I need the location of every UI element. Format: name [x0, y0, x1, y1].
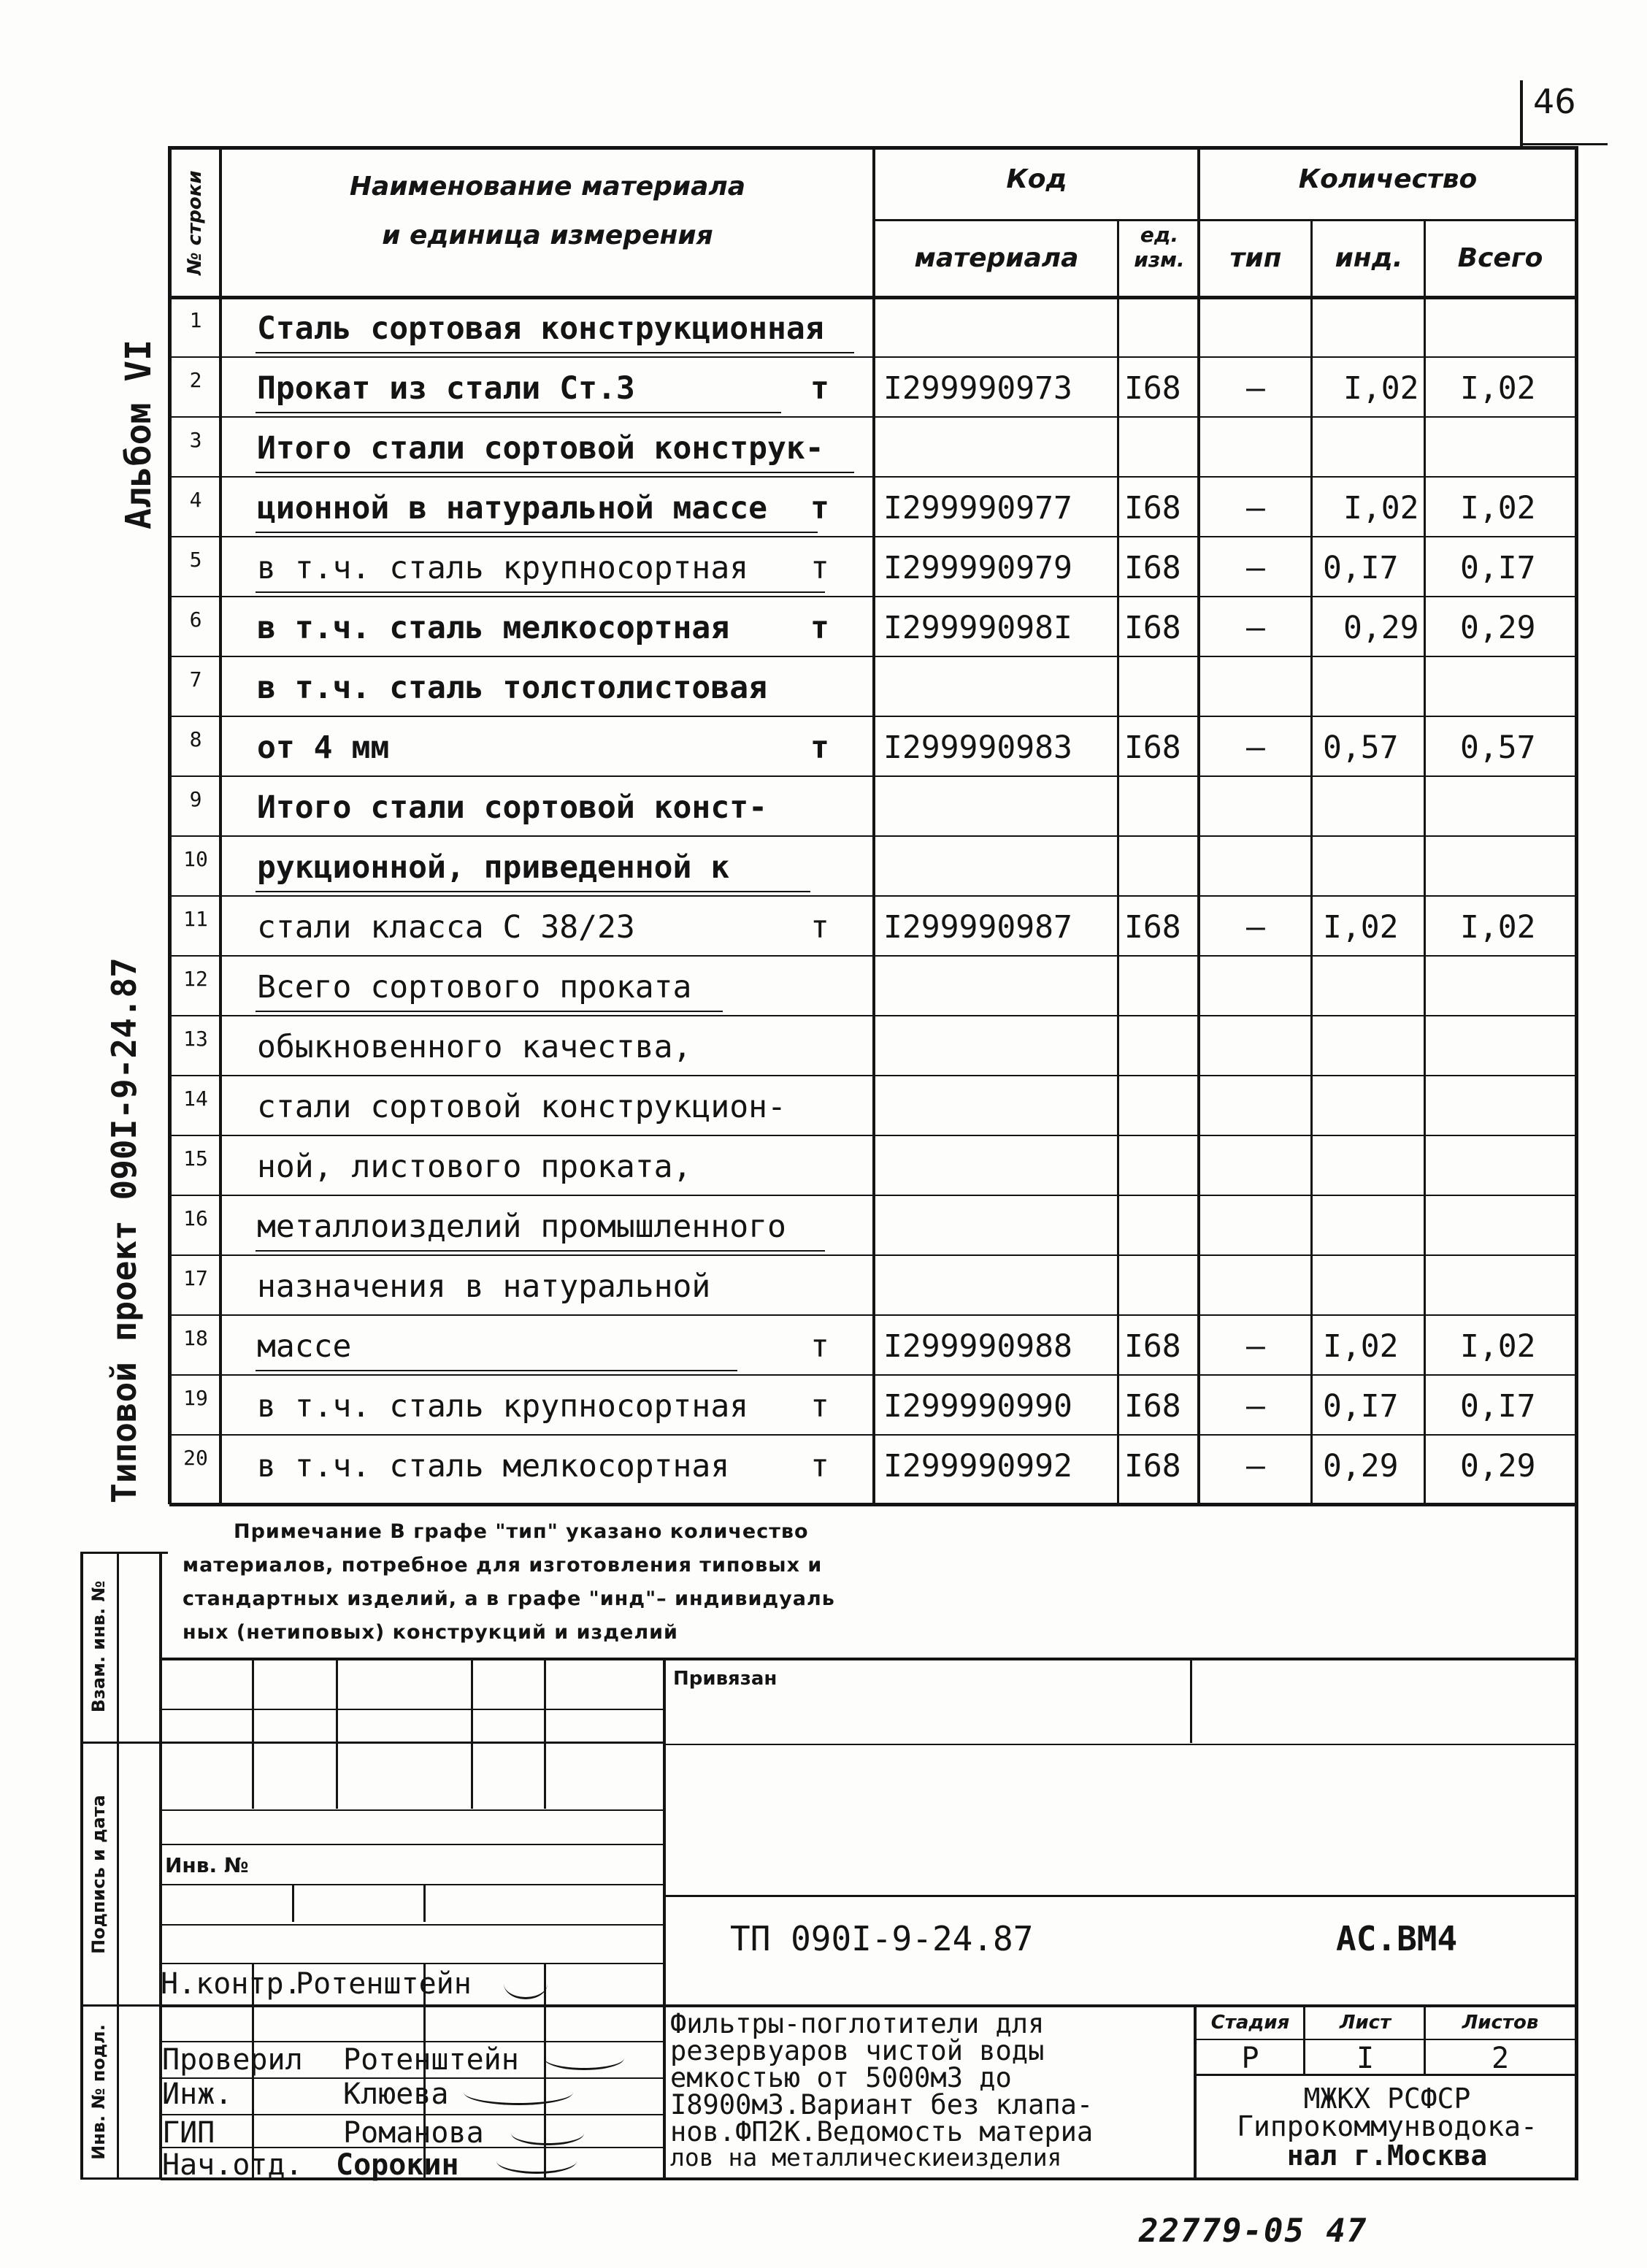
row-unit: т: [810, 1448, 829, 1484]
margin-line: [80, 2004, 168, 2007]
note-line-3: стандартных изделий, а в графе "инд"– индивидуаль: [183, 1587, 835, 1610]
row-unit-code: I68: [1124, 1328, 1181, 1365]
stamp-n-kontr: Н.контр.: [161, 1967, 302, 2001]
row-total: I,02: [1460, 909, 1536, 946]
row-type: –: [1246, 1388, 1265, 1425]
row-total: 0,I7: [1460, 550, 1536, 586]
row-name: Итого стали сортовой конструк-: [257, 430, 824, 467]
row-number: 8: [189, 727, 202, 751]
header-row-number: № строки: [184, 170, 206, 275]
row-unit-code: I68: [1124, 490, 1181, 526]
header-quantity: Количество: [1298, 164, 1478, 194]
row-name: Сталь сортовая конструкционная: [257, 310, 824, 347]
margin-line: [80, 1552, 83, 2180]
row-number: 3: [189, 428, 202, 452]
text-underline: [256, 891, 810, 892]
row-name: Всего сортового проката: [257, 969, 692, 1005]
text-underline: [256, 591, 825, 593]
sheet-value: I: [1356, 2042, 1375, 2075]
row-unit: т: [810, 909, 829, 946]
header-ind: инд.: [1335, 243, 1403, 273]
row-ind: 0,57: [1323, 729, 1399, 766]
row-total: 0,57: [1460, 729, 1536, 766]
margin-line: [117, 1552, 119, 2180]
row-unit: т: [810, 1328, 829, 1365]
row-name: стали класса С 38/23: [257, 909, 635, 946]
row-name: обыкновенного качества,: [257, 1029, 692, 1065]
text-underline: [256, 1250, 825, 1252]
row-number: 6: [189, 608, 202, 632]
album-label: Альбом VI: [118, 339, 159, 529]
row-number: 14: [183, 1087, 208, 1111]
stage-label: Стадия: [1210, 2012, 1290, 2034]
header-total: Всего: [1457, 243, 1543, 273]
stamp-n-kontr-name: Ротенштейн: [296, 1967, 472, 2001]
stamp-nach-otd-name: Сорокин: [336, 2148, 459, 2182]
margin-vzam: Взам. инв. №: [88, 1580, 109, 1713]
row-number: 19: [183, 1386, 208, 1410]
note-line-2: материалов, потребное для изготовления типовых и: [183, 1554, 823, 1577]
row-type: –: [1246, 1448, 1265, 1484]
row-code: I299990987: [883, 909, 1072, 946]
row-name: в т.ч. сталь крупносортная: [257, 550, 749, 586]
row-number: 10: [183, 847, 208, 871]
row-ind: 0,29: [1323, 1448, 1399, 1484]
signature-nach-otd: [496, 2148, 577, 2174]
row-number: 15: [183, 1146, 208, 1171]
archive-number: 22779-05 47: [1139, 2213, 1368, 2250]
row-total: I,02: [1460, 370, 1536, 407]
stamp-proveril-name: Ротенштейн: [343, 2043, 519, 2077]
row-number: 2: [189, 368, 202, 392]
doc-title-4: I8900м3.Вариант без клапа-: [670, 2089, 1094, 2120]
text-underline: [256, 1370, 737, 1371]
row-name: в т.ч. сталь толстолистовая: [257, 670, 767, 706]
row-total: I,02: [1460, 490, 1536, 526]
header-name-unit: и единица измерения: [382, 221, 713, 250]
row-name: рукционной, приведенной к: [257, 849, 730, 886]
stamp-inv-no: Инв. №: [165, 1853, 249, 1877]
row-unit-code: I68: [1124, 1448, 1181, 1484]
row-name: стали сортовой конструкцион-: [257, 1089, 786, 1125]
page-number-rule: [1520, 80, 1523, 150]
row-type: –: [1246, 1328, 1265, 1365]
row-name: Прокат из стали Ст.3: [257, 370, 635, 407]
row-unit: т: [810, 370, 829, 407]
row-total: 0,29: [1460, 1448, 1536, 1484]
row-number: 12: [183, 967, 208, 991]
header-code-unit: ед. изм.: [1134, 223, 1185, 272]
sheets-value: 2: [1491, 2042, 1510, 2075]
row-name: ционной в натуральной массе: [257, 490, 767, 526]
row-name: металлоизделий промышленного: [257, 1208, 786, 1245]
text-underline: [256, 412, 781, 413]
signature-gip: [511, 2121, 584, 2145]
row-unit-code: I68: [1124, 370, 1181, 407]
row-ind: I,02: [1323, 1328, 1399, 1365]
row-unit: т: [810, 550, 829, 586]
row-ind: 0,I7: [1323, 550, 1399, 586]
row-type: –: [1246, 729, 1265, 766]
row-code: I299990973: [883, 370, 1072, 407]
margin-podpis: Подпись и дата: [88, 1795, 109, 1954]
page-number: 46: [1533, 82, 1576, 121]
row-type: –: [1246, 490, 1265, 526]
row-number: 18: [183, 1326, 208, 1350]
row-name: в т.ч. сталь мелкосортная: [257, 1448, 730, 1484]
sheets-label: Листов: [1462, 2012, 1539, 2034]
text-underline: [256, 1011, 723, 1012]
row-code: I29999098I: [883, 610, 1072, 646]
header-type: тип: [1229, 243, 1282, 273]
signature-proveril: [544, 2046, 624, 2070]
row-ind: I,02: [1343, 370, 1419, 407]
header-name: Наименование материала: [349, 172, 746, 202]
row-code: I299990983: [883, 729, 1072, 766]
row-number: 9: [189, 787, 202, 811]
text-underline: [256, 472, 854, 473]
row-name: от 4 мм: [257, 729, 390, 766]
row-number: 20: [183, 1446, 208, 1470]
row-number: 5: [189, 548, 202, 572]
row-unit: т: [810, 490, 829, 526]
row-number: 1: [189, 308, 202, 332]
note-line-1: Примечание В графе "тип" указано количество: [234, 1520, 809, 1543]
org-line-3: нал г.Москва: [1286, 2139, 1488, 2172]
margin-line: [80, 1552, 168, 1554]
stamp-inzh: Инж.: [162, 2077, 233, 2111]
row-code: I299990992: [883, 1448, 1072, 1484]
row-number: 17: [183, 1266, 208, 1290]
doc-title-1: Фильтры-поглотители для: [670, 2008, 1045, 2039]
margin-line: [80, 1742, 168, 1744]
row-type: –: [1246, 909, 1265, 946]
margin-inv-podl: Инв. № подл.: [88, 2024, 109, 2160]
doc-title-5: нов.ФП2К.Ведомость материа: [670, 2116, 1094, 2148]
row-name: назначения в натуральной: [257, 1268, 711, 1305]
stage-value: Р: [1241, 2042, 1259, 2075]
row-number: 7: [189, 667, 202, 691]
row-number: 11: [183, 907, 208, 931]
signature-n-kontr: [504, 1968, 548, 1999]
row-unit: т: [810, 729, 829, 766]
row-total: I,02: [1460, 1328, 1536, 1365]
row-ind: I,02: [1323, 909, 1399, 946]
org-line-1: МЖКХ РСФСР: [1303, 2083, 1471, 2115]
row-code: I299990977: [883, 490, 1072, 526]
margin-line: [80, 2177, 168, 2180]
stamp-doc-code: АС.ВМ4: [1336, 1919, 1458, 1958]
stamp-nach-otd: Нач.отд.: [162, 2148, 303, 2182]
stamp-proveril: Проверил: [162, 2043, 303, 2077]
row-code: I299990988: [883, 1328, 1072, 1365]
row-unit-code: I68: [1124, 1388, 1181, 1425]
row-unit-code: I68: [1124, 550, 1181, 586]
row-number: 4: [189, 488, 202, 512]
stamp-project-code: ТП 090I-9-24.87: [730, 1919, 1034, 1958]
row-name: в т.ч. сталь крупносортная: [257, 1388, 749, 1425]
signature-inzh: [464, 2080, 573, 2105]
stamp-privyazan: Привязан: [673, 1668, 778, 1690]
row-number: 16: [183, 1206, 208, 1230]
row-ind: 0,I7: [1323, 1388, 1399, 1425]
row-code: I299990979: [883, 550, 1072, 586]
row-code: I299990990: [883, 1388, 1072, 1425]
doc-title-6: лов на металлическиеизделия: [670, 2143, 1062, 2172]
doc-title-3: емкостью от 5000м3 до: [670, 2062, 1012, 2093]
row-unit-code: I68: [1124, 610, 1181, 646]
row-type: –: [1246, 370, 1265, 407]
row-unit: т: [810, 610, 829, 646]
row-name: массе: [257, 1328, 352, 1365]
row-ind: 0,29: [1343, 610, 1419, 646]
org-line-2: Гипрокоммунводока-: [1237, 2110, 1537, 2142]
stamp-inzh-name: Клюева: [343, 2077, 449, 2111]
stamp-gip: ГИП: [162, 2116, 215, 2150]
row-name: ной, листового проката,: [257, 1149, 692, 1185]
row-ind: I,02: [1343, 490, 1419, 526]
doc-title-2: резервуаров чистой воды: [670, 2035, 1045, 2066]
page-top-rule: [1520, 143, 1608, 145]
header-code-material: материала: [914, 243, 1079, 273]
row-total: 0,I7: [1460, 1388, 1536, 1425]
text-underline: [256, 352, 854, 353]
row-total: 0,29: [1460, 610, 1536, 646]
project-label: Типовой проект 090I-9-24.87: [104, 957, 144, 1503]
row-type: –: [1246, 550, 1265, 586]
stamp-gip-name: Романова: [343, 2116, 484, 2150]
row-unit-code: I68: [1124, 729, 1181, 766]
row-number: 13: [183, 1027, 208, 1051]
row-unit: т: [810, 1388, 829, 1425]
text-underline: [256, 532, 818, 533]
sheet-label: Лист: [1339, 2012, 1391, 2034]
row-type: –: [1246, 610, 1265, 646]
row-name: в т.ч. сталь мелкосортная: [257, 610, 730, 646]
header-code: Код: [1006, 164, 1067, 194]
row-unit-code: I68: [1124, 909, 1181, 946]
note-line-4: ных (нетиповых) конструкций и изделий: [183, 1621, 678, 1644]
row-name: Итого стали сортовой конст-: [257, 789, 767, 826]
